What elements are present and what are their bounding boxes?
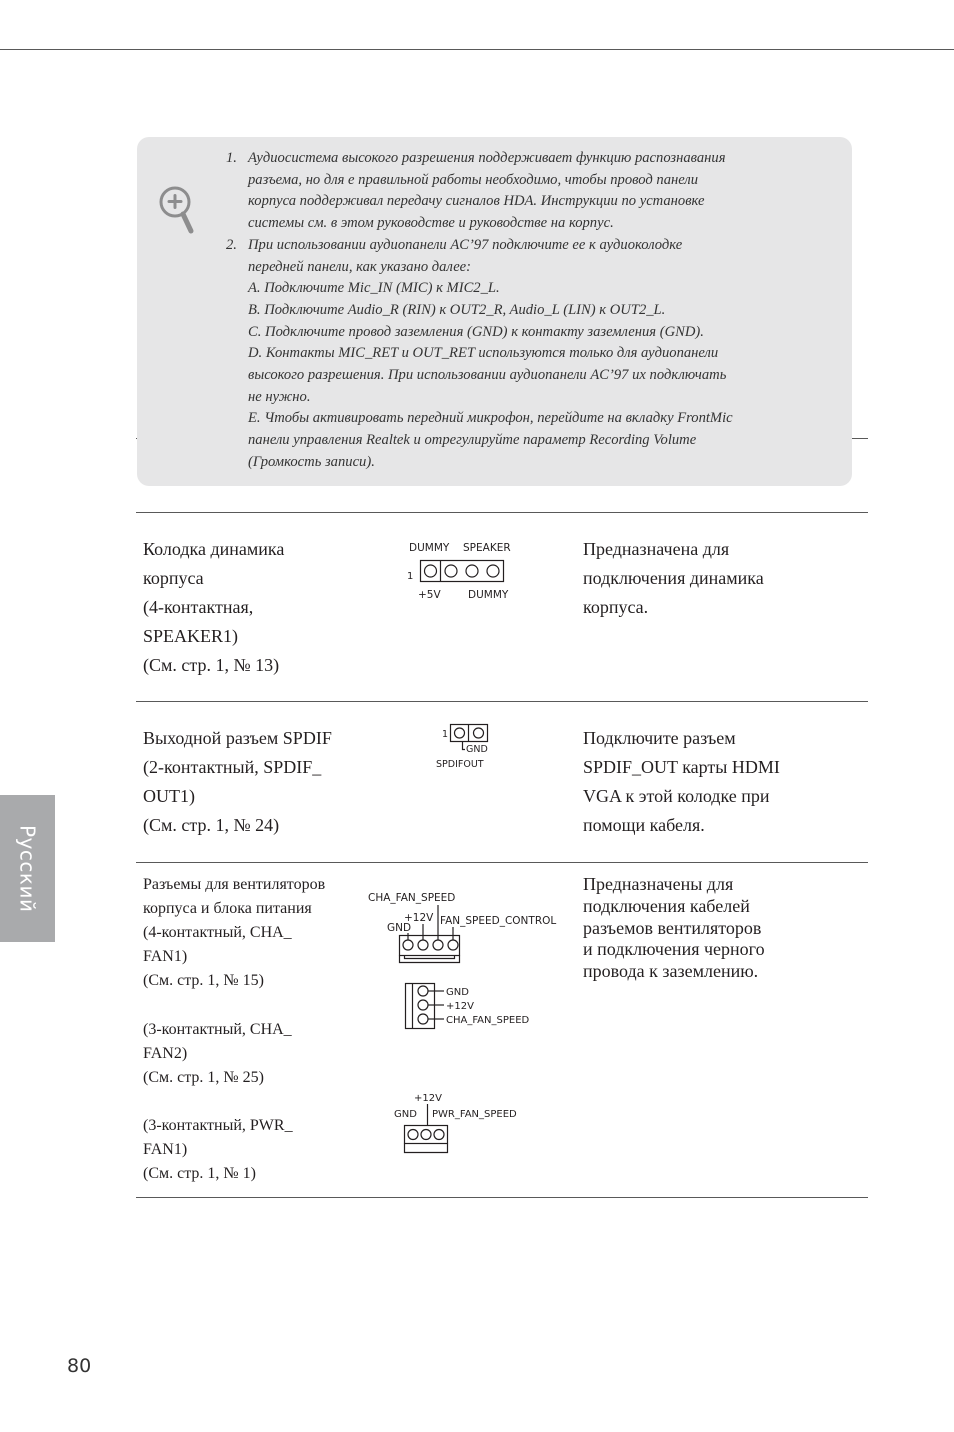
page-number: 80 — [67, 1355, 92, 1377]
row-title-line: Разъемы для вентиляторов — [143, 876, 326, 893]
pin — [418, 986, 428, 996]
row-title-line: (См. стр. 1, № 1) — [143, 1165, 257, 1183]
pin — [418, 1000, 428, 1010]
note-line: не нужно. — [248, 388, 311, 405]
cha-fan2-3pin-diagram — [400, 978, 540, 1033]
row-description-line: Предназначена для — [583, 539, 730, 559]
speaker-header-diagram — [400, 535, 535, 605]
language-tab-label: Русский — [15, 824, 40, 913]
pin-leader — [463, 742, 466, 750]
pin — [418, 940, 428, 950]
row-title-line: (3-контактный, PWR_ — [143, 1116, 293, 1134]
pin-label: SPDIFOUT — [436, 759, 484, 770]
pin-label: GND — [446, 987, 469, 998]
row-description-line: провода к заземлению. — [583, 961, 759, 981]
row-description-line: Подключите разъем — [583, 728, 736, 748]
row-title-line: (См. стр. 1, № 24) — [143, 815, 280, 835]
cha-fan1-4pin-diagram — [362, 885, 572, 967]
row-title-line: (3-контактный, CHA_ — [143, 1020, 292, 1038]
row-title-line: Колодка динамика — [143, 539, 285, 559]
row-title-line: (См. стр. 1, № 15) — [143, 972, 265, 990]
row-spdif-title — [143, 724, 332, 840]
note-line: C. Подключите провод заземления (GND) к контакту заземления (GND). — [248, 323, 704, 340]
note-item-text — [248, 148, 726, 235]
row-fans-description — [583, 874, 765, 983]
row-description-line: помощи кабеля. — [583, 815, 705, 835]
fan-group-pwr-fan1 — [143, 1114, 325, 1186]
pin — [425, 565, 437, 577]
header-outline — [421, 561, 504, 582]
note-line: B. Подключите Audio_R (RIN) к OUT2_R, Audio_L (LIN) к OUT2_L. — [248, 301, 666, 318]
pin1-marker: 1 — [407, 571, 414, 582]
row-title-line: FAN1) — [143, 1141, 188, 1159]
note-line: панели управления Realtek и отрегулируйте параметр Recording Volume — [248, 432, 697, 449]
pin-label: GND — [387, 922, 412, 934]
fan-group-cha-fan1 — [143, 873, 325, 993]
fan-group-cha-fan2 — [143, 1018, 325, 1090]
pin — [466, 565, 478, 577]
note-line: E. Чтобы активировать передний микрофон, перейдите на вкладку FrontMic — [248, 410, 733, 427]
row-title-line: корпуса и блока питания — [143, 900, 312, 918]
pin — [421, 1130, 431, 1140]
pin — [433, 940, 443, 950]
row-description-line: VGA к этой колодке при — [583, 786, 770, 806]
pin — [474, 728, 484, 738]
pin-label: CHA_FAN_SPEED — [368, 892, 456, 904]
row-description-line: подключения кабелей — [583, 895, 750, 916]
row-title-line: FAN1) — [143, 948, 188, 966]
pin — [445, 565, 457, 577]
row-title-line: Выходной разъем SPDIF — [143, 728, 332, 748]
note-item-number: 2. — [226, 236, 237, 253]
table-rule — [136, 862, 868, 863]
row-speaker-description — [583, 535, 764, 622]
note-line: D. Контакты MIC_RET и OUT_RET используются только для аудиопанели — [248, 345, 719, 362]
row-title-line: (2-контактный, SPDIF_ — [143, 757, 322, 777]
pin — [448, 940, 458, 950]
note-line: A. Подключите Mic_IN (MIC) к MIC2_L. — [248, 280, 500, 297]
note-item-number: 1. — [226, 150, 237, 166]
row-description-line: и подключения черного — [583, 939, 765, 960]
spdif-header-diagram — [430, 718, 500, 773]
row-description-line: корпуса. — [583, 597, 649, 617]
zoom-in-icon — [155, 180, 200, 238]
note-line: высокого разрешения. При использовании аудиопанели AC’97 их подключать — [248, 367, 727, 384]
table-rule — [136, 1197, 868, 1198]
pin-label: +12V — [414, 1093, 442, 1104]
table-rule — [136, 512, 868, 513]
pin-label: PWR_FAN_SPEED — [432, 1109, 517, 1120]
pin-label: +12V — [446, 1001, 474, 1012]
row-description-line: разъемов вентиляторов — [583, 917, 762, 938]
pin — [403, 940, 413, 950]
pin — [408, 1130, 418, 1140]
pwr-fan1-3pin-diagram — [388, 1088, 533, 1158]
note-line: системы см. в этом руководстве и руководстве на корпус. — [248, 215, 614, 232]
note-item-1 — [226, 148, 733, 235]
pin-label: DUMMY — [409, 542, 450, 554]
connector-tab — [405, 1144, 448, 1153]
row-title-line: (См. стр. 1, № 25) — [143, 1068, 265, 1086]
row-speaker-title — [143, 535, 284, 680]
connector-tab — [400, 956, 460, 963]
row-fans-title — [143, 873, 325, 1186]
row-title-line: корпуса — [143, 568, 204, 588]
row-title-line: (4-контактная, — [143, 597, 254, 617]
note-line: корпуса поддерживал передачу сигналов HDA. Инструкции по установке — [248, 193, 705, 210]
row-title-line: (4-контактный, CHA_ — [143, 924, 292, 942]
connector-housing — [406, 984, 435, 1029]
pin-label: GND — [466, 744, 488, 755]
pin-label: +12V — [404, 912, 434, 924]
language-tab — [0, 795, 55, 942]
pin — [487, 565, 499, 577]
row-description-line: подключения динамика — [583, 568, 764, 588]
pin — [418, 1014, 428, 1024]
row-description-line: Предназначены для — [583, 874, 734, 894]
note-list — [226, 148, 733, 474]
pin — [455, 728, 465, 738]
connector-housing — [405, 1126, 448, 1144]
note-line: Аудиосистема высокого разрешения поддерживает функцию распознавания — [248, 150, 726, 166]
row-title-line: (См. стр. 1, № 13) — [143, 655, 280, 675]
row-spdif-description — [583, 724, 780, 840]
header-rule — [0, 49, 954, 50]
note-line: При использовании аудиопанели AC’97 подключите ее к аудиоколодке — [248, 236, 683, 253]
note-line: разъема, но для е правильной работы необходимо, чтобы провод панели — [248, 171, 699, 188]
row-title-line: FAN2) — [143, 1044, 188, 1062]
row-title-line: SPEAKER1) — [143, 626, 239, 646]
note-item-2 — [226, 235, 733, 474]
pin-label: DUMMY — [468, 589, 509, 601]
row-description-line: SPDIF_OUT карты HDMI — [583, 757, 780, 777]
table-rule — [136, 701, 868, 702]
pin-label: FAN_SPEED_CONTROL — [440, 915, 557, 927]
pin — [434, 1130, 444, 1140]
pin-label: +5V — [418, 589, 441, 601]
pin-label: CHA_FAN_SPEED — [446, 1015, 530, 1026]
note-line: (Громкость записи). — [248, 453, 375, 470]
note-item-text — [248, 235, 733, 474]
pin1-marker: 1 — [442, 729, 449, 740]
note-line: передней панели, как указано далее: — [248, 258, 472, 275]
pin-label: GND — [394, 1109, 417, 1120]
pin-label: SPEAKER — [463, 542, 511, 554]
row-title-line: OUT1) — [143, 786, 195, 806]
